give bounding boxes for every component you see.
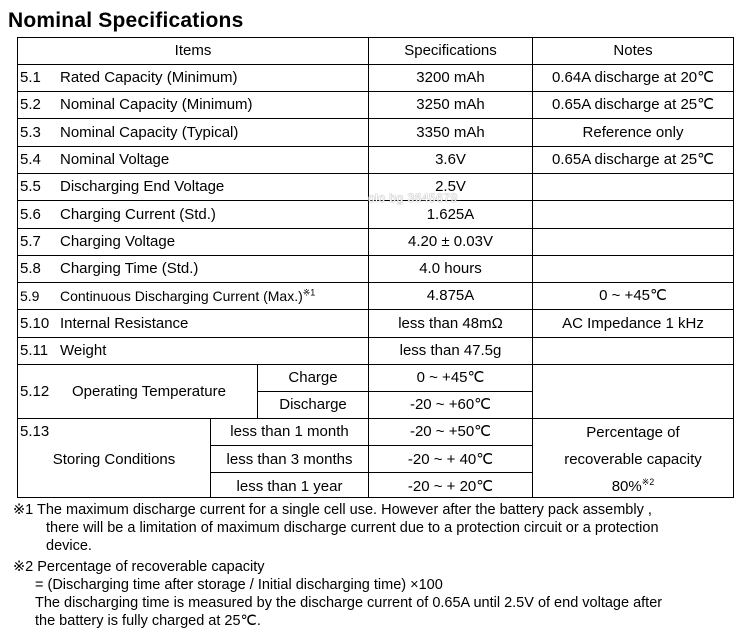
table-row <box>20 69 238 87</box>
row-item: Nominal Capacity (Minimum) <box>60 96 253 113</box>
footnote-line: device. <box>46 538 92 554</box>
footnote-marker: ※2 <box>641 477 655 487</box>
footnote-line: ※2 Percentage of recoverable capacity <box>13 559 265 575</box>
storing-duration: less than 3 months <box>226 451 353 468</box>
table-row <box>20 315 188 333</box>
row-spec: -20 ~ + 40℃ <box>407 451 494 468</box>
storing-note-line <box>533 478 733 496</box>
table-row <box>20 342 106 360</box>
row-item: Operating Temperature <box>72 383 226 400</box>
header-specifications: Specifications <box>404 42 497 59</box>
row-note: AC Impedance 1 kHz <box>562 315 704 332</box>
row-number: 5.2 <box>20 96 41 113</box>
row-item: Nominal Capacity (Typical) <box>60 124 239 141</box>
row-spec: 3350 mAh <box>416 124 485 141</box>
storing-duration: less than 1 month <box>230 423 349 440</box>
table-row <box>20 96 253 114</box>
row-number: 5.10 <box>20 315 50 332</box>
watermark: olo bg 3645679 <box>368 191 458 205</box>
row-item: Charging Current (Std.) <box>60 206 216 223</box>
row-number: 5.1 <box>20 69 41 86</box>
row-spec: less than 48mΩ <box>398 315 503 332</box>
footnote-marker: ※1 <box>302 287 316 298</box>
row-number: 5.3 <box>20 124 41 141</box>
row-note: 0.65A discharge at 25℃ <box>552 151 714 168</box>
row-spec: 3.6V <box>435 151 466 168</box>
row-item: Discharging End Voltage <box>60 178 225 195</box>
row-spec: 1.625A <box>426 206 475 223</box>
sub-label-discharge: Discharge <box>279 396 347 413</box>
storing-conditions-label: Storing Conditions <box>52 451 176 468</box>
row-spec: 0 ~ +45℃ <box>416 369 485 386</box>
row-spec: 4.0 hours <box>419 260 482 277</box>
row-item: Rated Capacity (Minimum) <box>60 69 238 86</box>
row-spec: 4.20 ± 0.03V <box>408 233 493 250</box>
storing-note-line: Percentage of <box>586 424 680 441</box>
table-row <box>20 151 169 169</box>
row-note: 0 ~ +45℃ <box>599 287 667 304</box>
row-number: 5.12 <box>20 383 50 400</box>
footnote-line: there will be a limitation of maximum discharge current due to a protection circuit or a protection <box>46 520 659 536</box>
operating-temperature-row <box>20 383 226 401</box>
table-row <box>20 287 315 305</box>
row-spec: less than 47.5g <box>399 342 502 359</box>
row-item: Continuous Discharging Current (Max.) <box>60 288 303 304</box>
table-row <box>20 260 198 278</box>
footnote-1 <box>13 501 659 555</box>
sub-label-charge: Charge <box>288 369 338 386</box>
row-note: 0.65A discharge at 25℃ <box>552 96 714 113</box>
row-number: 5.9 <box>20 288 40 304</box>
row-note: 0.64A discharge at 20℃ <box>552 69 714 86</box>
row-item: Charging Time (Std.) <box>60 260 199 277</box>
row-spec: 2.5V <box>435 178 466 195</box>
header-notes: Notes <box>613 42 653 59</box>
footnote-line: the battery is fully charged at 25℃. <box>35 613 261 629</box>
footnote-line: ※1 The maximum discharge current for a single cell use. However after the battery pack assembly , <box>13 502 652 518</box>
footnote-2 <box>13 558 662 630</box>
row-spec: -20 ~ +50℃ <box>409 423 492 440</box>
storing-duration: less than 1 year <box>236 478 343 495</box>
table-row <box>20 124 238 142</box>
table-row <box>20 178 224 196</box>
row-item: Weight <box>60 342 107 359</box>
row-number: 5.13 <box>20 423 50 440</box>
row-note: Reference only <box>582 124 684 141</box>
row-spec: -20 ~ + 20℃ <box>407 478 494 495</box>
row-number: 5.11 <box>20 342 49 359</box>
row-number: 5.7 <box>20 233 41 250</box>
footnote-line: The discharging time is measured by the discharge current of 0.65A until 2.5V of end voltage after <box>35 595 663 611</box>
row-spec: 3250 mAh <box>416 96 485 113</box>
row-item: Internal Resistance <box>60 315 189 332</box>
row-spec: -20 ~ +60℃ <box>409 396 492 413</box>
row-item: Charging Voltage <box>60 233 176 250</box>
table-row <box>20 233 175 251</box>
row-number: 5.5 <box>20 178 41 195</box>
recoverable-percentage: 80% <box>611 478 642 495</box>
page-title: Nominal Specifications <box>8 9 244 32</box>
row-number: 5.8 <box>20 260 41 277</box>
storing-note-line: recoverable capacity <box>564 451 702 468</box>
footnote-line: = (Discharging time after storage / Initial discharging time) ×100 <box>35 577 443 593</box>
table-row <box>20 206 216 224</box>
header-items: Items <box>174 42 212 59</box>
row-item: Nominal Voltage <box>60 151 170 168</box>
row-spec: 3200 mAh <box>416 69 485 86</box>
row-spec: 4.875A <box>426 287 475 304</box>
row-number: 5.4 <box>20 151 41 168</box>
row-number: 5.6 <box>20 206 41 223</box>
